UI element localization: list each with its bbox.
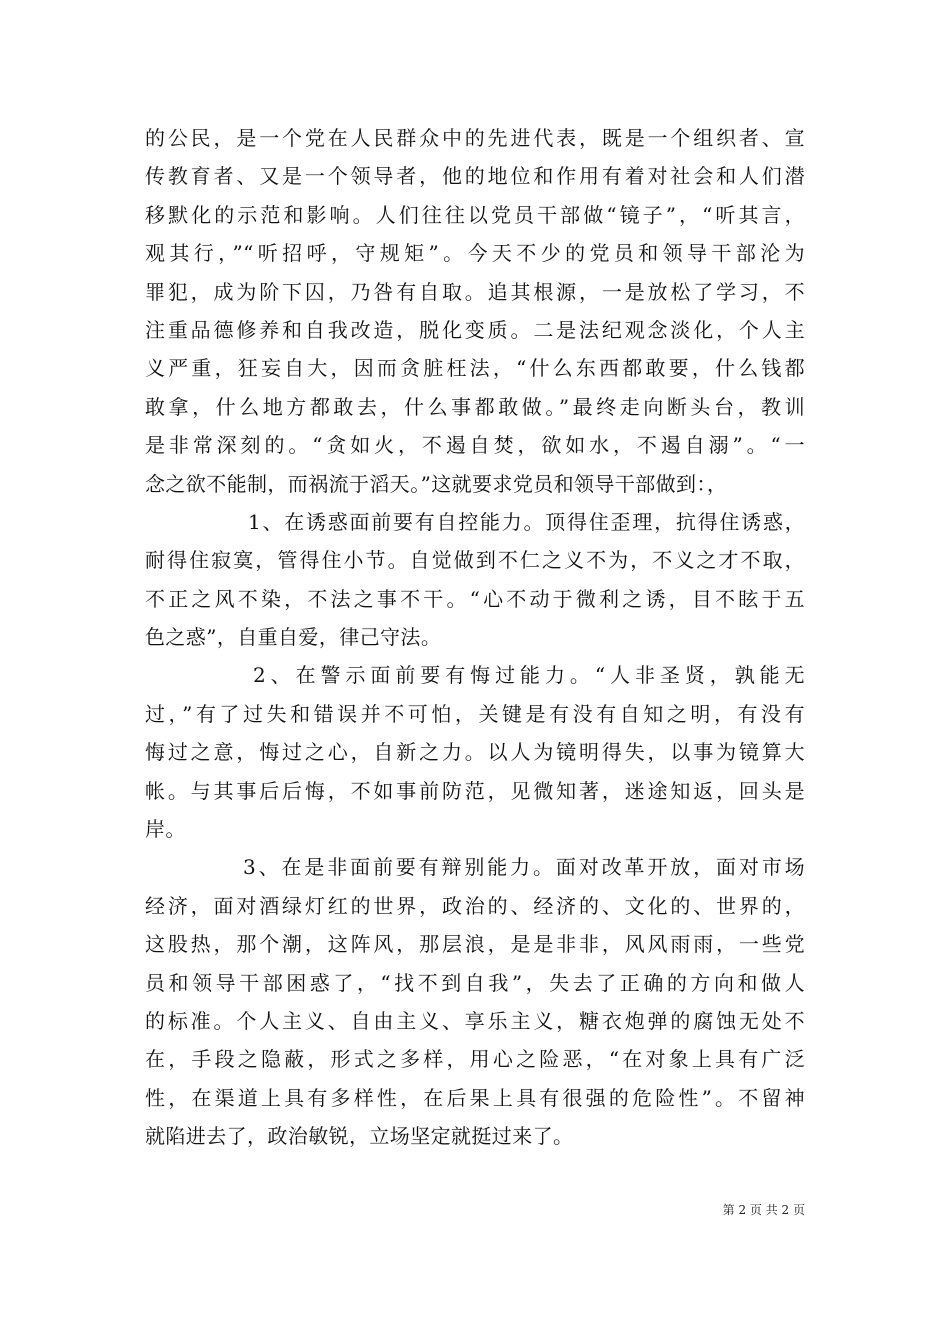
text-line: 不正之风不染，不法之事不干。“心不动于微利之诱，目不眩于五 bbox=[145, 586, 805, 611]
text-line: 注重品德修养和自我改造，脱化变质。二是法纪观念淡化，个人主 bbox=[145, 317, 805, 342]
text-line: 的标准。个人主义、自由主义、享乐主义，糖衣炮弹的腐蚀无处不 bbox=[145, 1008, 805, 1033]
text-line: 观其行，”“听招呼，守规矩”。今天不少的党员和领导干部沦为 bbox=[145, 241, 805, 266]
point-3-heading-line: 3、在是非面前要有辩别能力。面对改革开放，面对市场 bbox=[243, 855, 805, 880]
text-line: 的公民，是一个党在人民群众中的先进代表，既是一个组织者、宣 bbox=[145, 126, 805, 150]
text-line: 色之惑”，自重自爱，律己守法。 bbox=[145, 625, 442, 650]
text-line: 就陷进去了，政治敏锐，立场坚定就挺过来了。 bbox=[145, 1124, 574, 1149]
point-1-heading-line: 1、在诱惑面前要有自控能力。顶得住歪理，抗得住诱惑， bbox=[248, 509, 805, 534]
page-number-footer: 第 2 页 共 2 页 bbox=[722, 1203, 805, 1217]
text-line: 岸。 bbox=[145, 817, 186, 842]
text-line: 耐得住寂寞，管得住小节。自觉做到不仁之义不为，不义之才不取， bbox=[145, 548, 805, 573]
text-line: 过，”有了过失和错误并不可怕，关键是有没有自知之明，有没有 bbox=[145, 701, 805, 726]
text-line: 经济，面对酒绿灯红的世界，政治的、经济的、文化的、世界的， bbox=[145, 893, 805, 918]
text-line: 传教育者、又是一个领导者，他的地位和作用有着对社会和人们潜 bbox=[145, 164, 805, 189]
text-line: 义严重，狂妄自大，因而贪脏枉法，“什么东西都敢要，什么钱都 bbox=[145, 356, 805, 381]
document-body bbox=[145, 119, 805, 1156]
text-line: 在，手段之隐蔽，形式之多样，用心之险恶，“在对象上具有广泛 bbox=[145, 1047, 805, 1072]
text-line: 员和领导干部困惑了，“找不到自我”，失去了正确的方向和做人 bbox=[145, 970, 805, 995]
text-line: 性，在渠道上具有多样性，在后果上具有很强的危险性”。不留神 bbox=[145, 1085, 805, 1110]
point-2-heading-line: 2、在警示面前要有悔过能力。“人非圣贤，孰能无 bbox=[253, 663, 805, 688]
text-line: 这股热，那个潮，这阵风，那层浪，是是非非，风风雨雨，一些党 bbox=[145, 932, 805, 957]
text-line: 敢拿，什么地方都敢去，什么事都敢做。”最终走向断头台，教训 bbox=[145, 394, 805, 419]
text-line: 罪犯，成为阶下囚，乃咎有自取。追其根源，一是放松了学习，不 bbox=[145, 279, 805, 304]
text-line: 移默化的示范和影响。人们往往以党员干部做“镜子”，“听其言， bbox=[145, 202, 805, 227]
text-line: 帐。与其事后后悔，不如事前防范，见微知著，迷途知返，回头是 bbox=[145, 778, 805, 803]
text-line: 是非常深刻的。“贪如火，不遏自焚，欲如水，不遏自溺”。“一 bbox=[145, 433, 805, 458]
text-line: 念之欲不能制，而祸流于滔天。”这就要求党员和领导干部做到：， bbox=[145, 471, 728, 496]
text-line: 悔过之意，悔过之心，自新之力。以人为镜明得失，以事为镜算大 bbox=[145, 740, 805, 765]
